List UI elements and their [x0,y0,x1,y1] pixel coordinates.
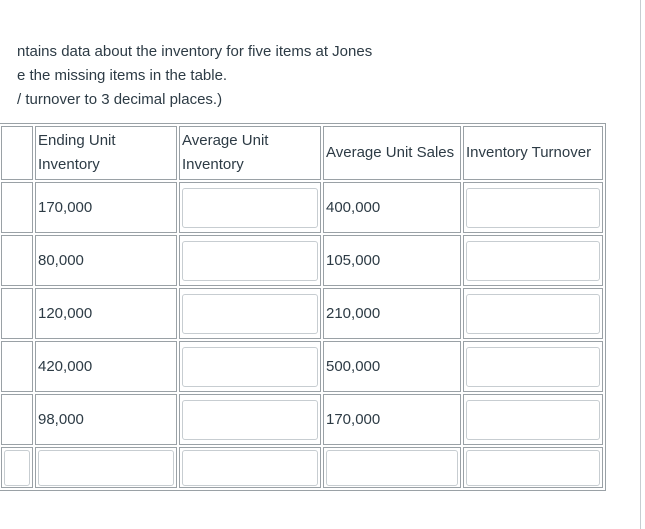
average-unit-sales-cell: 500,000 [323,341,461,392]
ending-unit-inventory-cell: 420,000 [35,341,177,392]
average-unit-sales-cell: 210,000 [323,288,461,339]
inventory-turnover-cell [463,182,603,233]
instruction-line-3: / turnover to 3 decimal places.) [17,91,223,108]
table-row [1,182,603,233]
average-unit-sales-cell: 170,000 [323,394,461,445]
average-unit-inventory-input[interactable] [182,450,318,486]
header-average-unit-inventory: Average Unit Inventory [179,126,321,180]
item-input[interactable] [4,450,30,486]
ending-unit-inventory-cell [35,447,177,488]
inventory-turnover-cell [463,394,603,445]
average-unit-inventory-input[interactable] [182,188,318,228]
average-unit-sales-cell: 105,000 [323,235,461,286]
inventory-turnover-cell [463,447,603,488]
inventory-turnover-input[interactable] [466,400,600,440]
header-cell-item [1,126,33,180]
inventory-turnover-cell [463,341,603,392]
header-ending-unit-inventory: Ending Unit Inventory [35,126,177,180]
average-unit-inventory-cell [179,394,321,445]
inventory-turnover-input[interactable] [466,294,600,334]
table-row [1,394,603,445]
table-header-row [1,126,603,180]
inventory-turnover-cell [463,235,603,286]
ending-unit-inventory-input[interactable] [38,450,174,486]
inventory-table [0,123,606,491]
item-cell [1,235,33,286]
ending-unit-inventory-cell: 98,000 [35,394,177,445]
item-cell [1,447,33,488]
average-unit-inventory-cell [179,341,321,392]
item-cell [1,394,33,445]
average-unit-inventory-input[interactable] [182,294,318,334]
table-row [1,447,603,488]
average-unit-inventory-cell [179,447,321,488]
ending-unit-inventory-cell: 120,000 [35,288,177,339]
average-unit-sales-cell [323,447,461,488]
header-inventory-turnover: Inventory Turnover [463,126,603,180]
item-cell [1,341,33,392]
table-row [1,288,603,339]
inventory-turnover-input[interactable] [466,450,600,486]
inventory-turnover-input[interactable] [466,188,600,228]
average-unit-inventory-cell [179,235,321,286]
ending-unit-inventory-cell: 170,000 [35,182,177,233]
inventory-turnover-input[interactable] [466,241,600,281]
page-divider [640,0,641,529]
question-instructions [17,40,617,112]
ending-unit-inventory-cell: 80,000 [35,235,177,286]
average-unit-inventory-input[interactable] [182,347,318,387]
instruction-line-1: ntains data about the inventory for five items at Jones [17,43,373,60]
average-unit-sales-cell: 400,000 [323,182,461,233]
item-cell [1,182,33,233]
inventory-turnover-cell [463,288,603,339]
average-unit-inventory-cell [179,288,321,339]
inventory-turnover-input[interactable] [466,347,600,387]
table-row [1,341,603,392]
average-unit-inventory-cell [179,182,321,233]
item-cell [1,288,33,339]
header-average-unit-sales: Average Unit Sales [323,126,461,180]
average-unit-sales-input[interactable] [326,450,458,486]
table-row [1,235,603,286]
instruction-line-2: e the missing items in the table. [17,67,228,84]
average-unit-inventory-input[interactable] [182,241,318,281]
average-unit-inventory-input[interactable] [182,400,318,440]
